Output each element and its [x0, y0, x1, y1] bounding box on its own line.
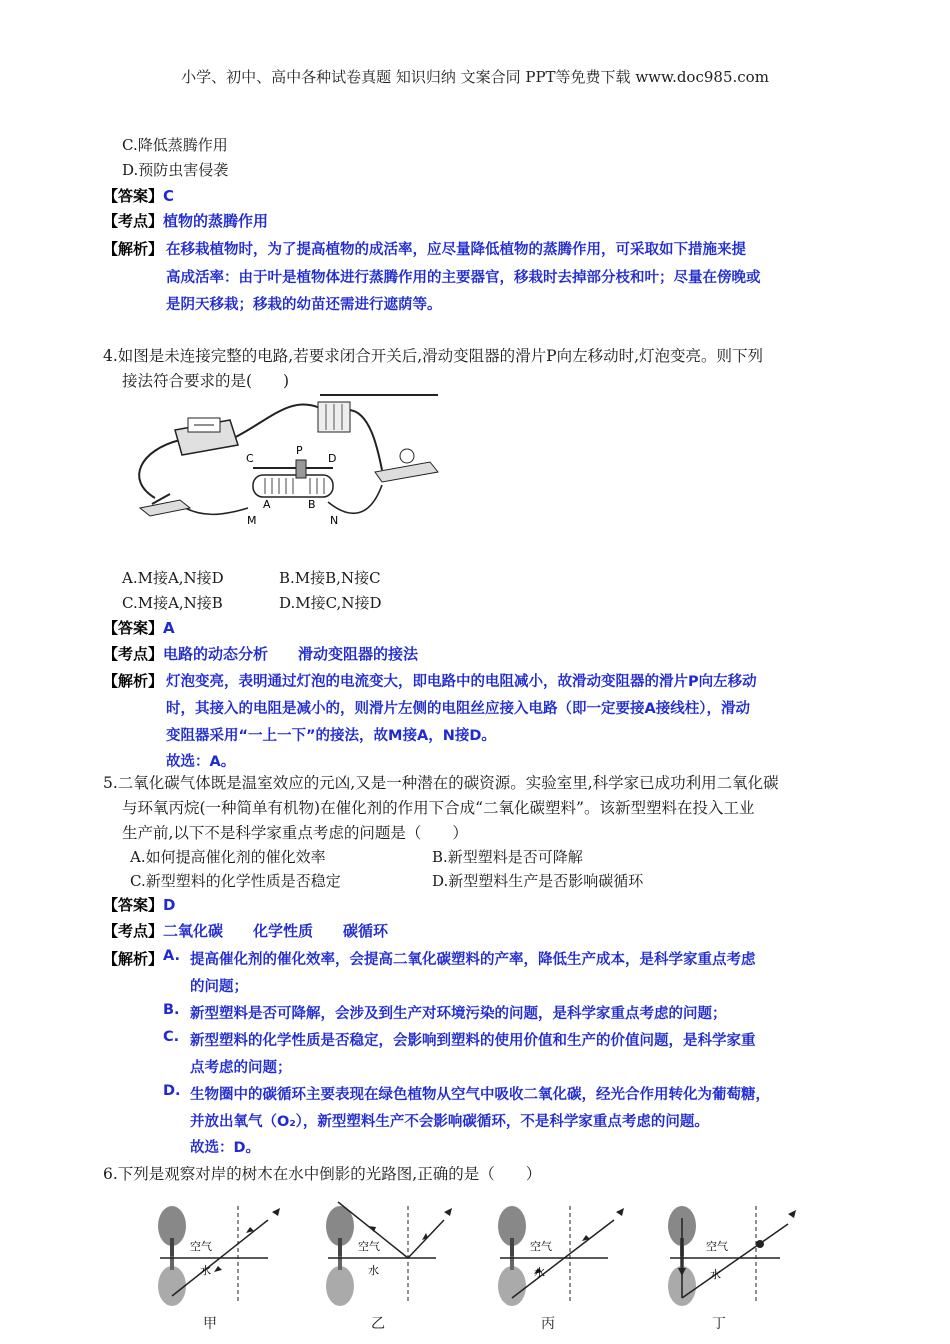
label-a: A — [263, 498, 271, 511]
q3-analysis-line: 高成活率：由于叶是植物体进行蒸腾作用的主要器官，移栽时去掉部分枝和叶；尽量在傍晚或 — [166, 270, 761, 286]
q5-answer-row — [103, 894, 175, 916]
analysis-label: 【解析】 — [103, 672, 164, 690]
diagram-bing — [490, 1198, 630, 1308]
q5-analysis-line: 生物圈中的碳循环主要表现在绿色植物从空气中吸收二氧化碳，经光合作用转化为葡萄糖， — [190, 1087, 770, 1103]
caption-bing: 丙 — [541, 1316, 555, 1332]
eye-icon — [788, 1210, 796, 1218]
air-label: 空气 — [706, 1240, 728, 1253]
q4-stem: 4.如图是未连接完整的电路,若要求闭合开关后,滑动变阻器的滑片P向左移动时,灯泡变亮。则下列 — [103, 347, 764, 365]
answer-value: A — [163, 619, 175, 637]
q5-analysis-line: 新型塑料是否可降解，会涉及到生产对环境污染的问题，是科学家重点考虑的问题； — [190, 1006, 727, 1022]
q4-analysis-line: 时，其接入的电阻是减小的，则滑片左侧的电阻丝应接入电路（即一定要接A接线柱），滑动 — [166, 701, 750, 717]
air-label: 空气 — [358, 1240, 380, 1253]
q4-analysis-line: 灯泡变亮，表明通过灯泡的电流变大，即电路中的电阻减小，故滑动变阻器的滑片P向左移动 — [166, 674, 757, 690]
air-label: 空气 — [530, 1240, 552, 1253]
q3-option-d: D.预防虫害侵袭 — [122, 161, 229, 179]
q4-option-d: D.M接C,N接D — [279, 594, 382, 612]
diagram-yi — [318, 1198, 458, 1308]
water-label: 水 — [710, 1268, 721, 1281]
eye-icon — [444, 1208, 452, 1216]
circuit-figure — [120, 390, 450, 540]
q5-analysis-letter: A. — [163, 948, 180, 964]
page-header: 小学、初中、高中各种试卷真题 知识归纳 文案合同 PPT等免费下载 www.doc985.com — [181, 68, 769, 86]
air-label: 空气 — [190, 1240, 212, 1253]
q5-analysis-letter: B. — [163, 1002, 180, 1018]
q5-option-d: D.新型塑料生产是否影响碳循环 — [432, 872, 644, 890]
q5-stem-line: 5.二氧化碳气体既是温室效应的元凶,又是一种潜在的碳资源。实验室里,科学家已成功利用二氧化碳 — [103, 774, 779, 792]
q5-stem-line: 生产前,以下不是科学家重点考虑的问题是（ ） — [122, 824, 468, 842]
q5-analysis-line: 提高催化剂的催化效率，会提高二氧化碳塑料的产率，降低生产成本，是科学家重点考虑 — [190, 952, 756, 968]
q5-stem-line: 与环氧丙烷(一种简单有机物)在催化剂的作用下合成“二氧化碳塑料”。该新型塑料在投入工业 — [122, 799, 755, 817]
diagram-ding — [660, 1198, 800, 1308]
q5-option-b: B.新型塑料是否可降解 — [432, 848, 583, 866]
q3-analysis-line: 在移栽植物时，为了提高植物的成活率，应尽量降低植物的蒸腾作用，可采取如下措施来提 — [166, 242, 746, 258]
answer-label: 【答案】 — [103, 187, 164, 205]
q3-answer-row — [103, 185, 174, 207]
battery-icon — [318, 402, 350, 432]
q4-analysis-line: 故选：A。 — [166, 754, 236, 770]
q4-point-row — [103, 643, 418, 665]
analysis-label: 【解析】 — [103, 240, 164, 258]
label-p: P — [296, 444, 303, 457]
q5-analysis-line: 新型塑料的化学性质是否稳定，会影响到塑料的使用价值和生产的价值问题，是科学家重 — [190, 1033, 756, 1049]
q3-analysis-line: 是阴天移栽；移栽的幼苗还需进行遮荫等。 — [166, 297, 442, 313]
water-label: 水 — [368, 1264, 379, 1277]
water-label: 水 — [534, 1266, 545, 1279]
q5-analysis-line: 故选：D。 — [190, 1140, 261, 1156]
answer-label: 【答案】 — [103, 896, 164, 914]
q6-stem: 6.下列是观察对岸的树木在水中倒影的光路图,正确的是（ ） — [103, 1165, 542, 1183]
switch-icon — [140, 494, 190, 516]
label-c: C — [246, 452, 254, 465]
q4-analysis-line: 变阻器采用“一上一下”的接法，故M接A，N接D。 — [166, 728, 496, 744]
eye-icon — [272, 1208, 280, 1216]
q5-option-a: A.如何提高催化剂的催化效率 — [130, 848, 326, 866]
power-supply-icon — [175, 418, 238, 455]
answer-value: C — [163, 187, 175, 205]
point-label: 【考点】 — [103, 922, 164, 940]
analysis-label: 【解析】 — [103, 950, 164, 968]
q4-option-b: B.M接B,N接C — [279, 569, 381, 587]
q4-analysis-label — [103, 670, 163, 692]
caption-jia: 甲 — [203, 1316, 217, 1332]
q4-option-a: A.M接A,N接D — [122, 569, 224, 587]
q5-option-c: C.新型塑料的化学性质是否稳定 — [130, 872, 341, 890]
q5-analysis-line: 点考虑的问题； — [190, 1060, 292, 1076]
tree-icon — [326, 1206, 354, 1306]
q3-point-row — [103, 210, 268, 232]
q3-option-c: C.降低蒸腾作用 — [122, 136, 228, 154]
q4-option-c: C.M接A,N接B — [122, 594, 223, 612]
q5-analysis-line: 并放出氧气（O₂），新型塑料生产不会影响碳循环，不是科学家重点考虑的问题。 — [190, 1114, 709, 1130]
point-value: 植物的蒸腾作用 — [163, 212, 269, 230]
answer-value: D — [163, 896, 176, 914]
caption-yi: 乙 — [371, 1316, 385, 1332]
caption-ding: 丁 — [712, 1316, 726, 1332]
tree-icon — [158, 1206, 186, 1306]
point-value: 二氧化碳 化学性质 碳循环 — [163, 922, 389, 940]
point-label: 【考点】 — [103, 645, 164, 663]
lamp-icon — [375, 449, 438, 482]
point-value: 电路的动态分析 滑动变阻器的接法 — [163, 645, 419, 663]
water-label: 水 — [200, 1264, 211, 1277]
q3-analysis-label — [103, 238, 163, 260]
q4-stem-cont: 接法符合要求的是( ) — [122, 372, 290, 390]
q5-analysis-line: 的问题； — [190, 979, 248, 995]
q5-analysis-letter: D. — [163, 1083, 181, 1099]
q5-analysis-label — [103, 948, 163, 970]
eye-icon — [616, 1208, 624, 1216]
q4-answer-row — [103, 617, 175, 639]
q5-point-row — [103, 920, 388, 942]
label-b: B — [308, 498, 316, 511]
rheostat-icon — [253, 460, 333, 497]
answer-label: 【答案】 — [103, 619, 164, 637]
label-m: M — [247, 514, 257, 527]
point-label: 【考点】 — [103, 212, 164, 230]
label-n: N — [330, 514, 339, 527]
label-d: D — [328, 452, 337, 465]
q5-analysis-letter: C. — [163, 1029, 180, 1045]
diagram-jia — [150, 1198, 290, 1308]
